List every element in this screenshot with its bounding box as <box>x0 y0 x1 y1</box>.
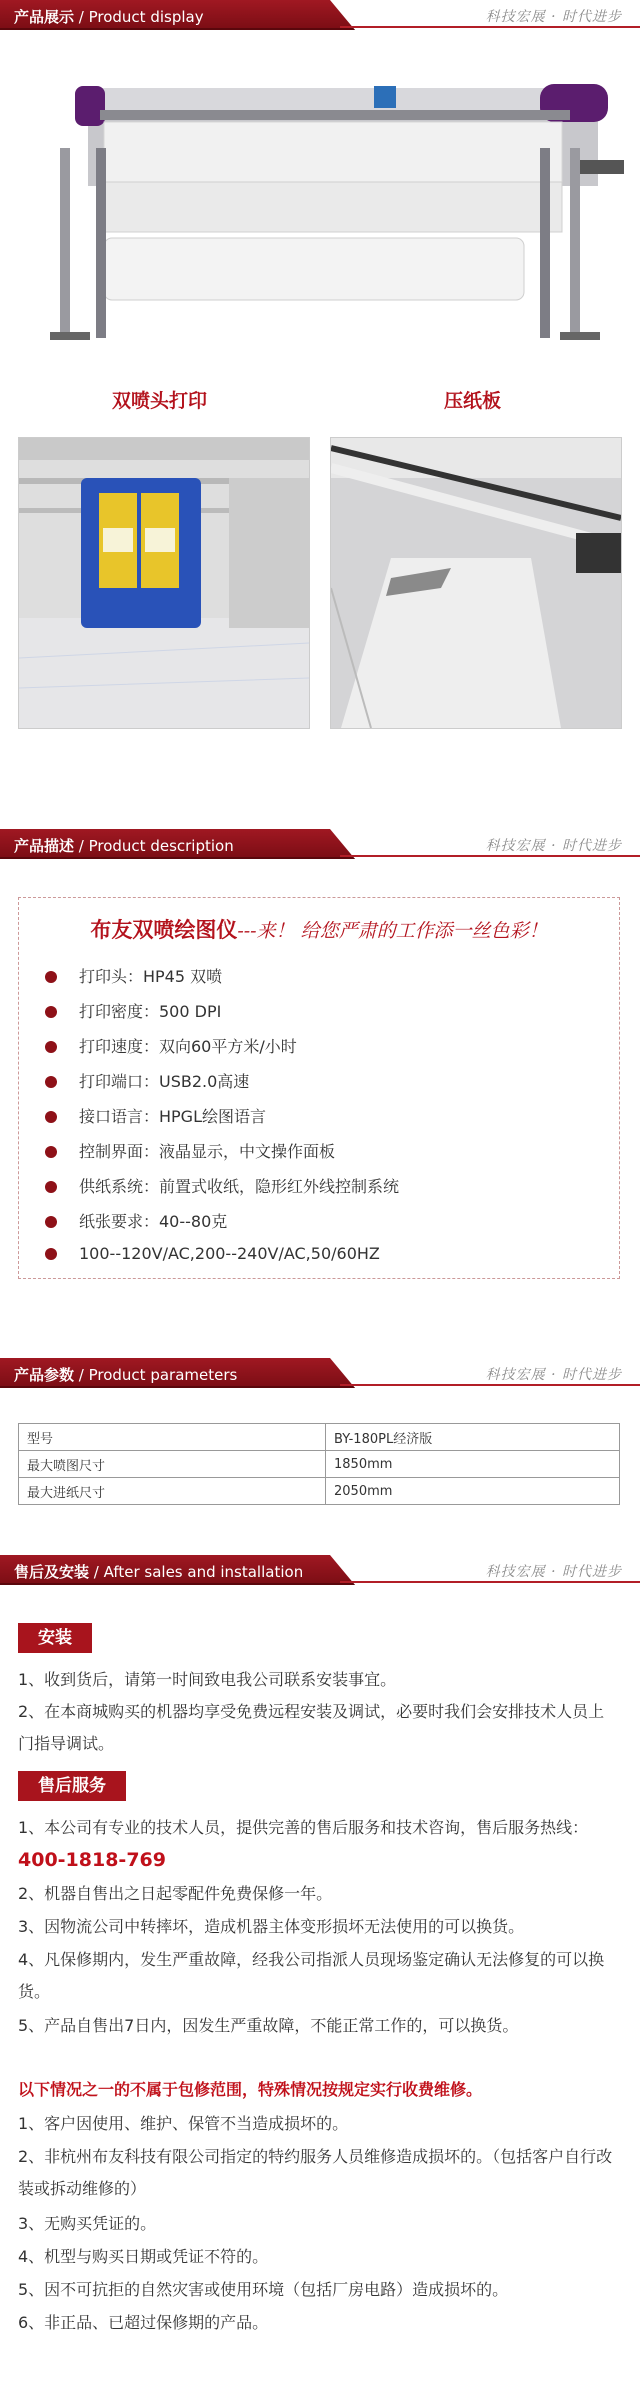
plotter-illustration <box>0 40 640 350</box>
section-title-cn: 产品参数 <box>14 1366 75 1384</box>
section-header-display: 产品展示 / Product display 科技宏展 · 时代进步 <box>0 0 640 30</box>
feature-item: 控制界面：液晶显示，中文操作面板 <box>45 1139 335 1162</box>
pressure-plate-photo <box>330 437 622 729</box>
feature-item: 100--120V/AC,200--240V/AC,50/60HZ <box>45 1244 380 1263</box>
description-box <box>18 897 620 1279</box>
plotter-photo <box>0 40 640 350</box>
exclusions-heading: 以下情况之一的不属于包修范围，特殊情况按规定实行收费维修。 <box>18 2080 483 2099</box>
service-tag: 售后服务 <box>18 1771 126 1801</box>
feature-item: 打印速度：双向60平方米/小时 <box>45 1034 297 1057</box>
section-title-cn: 售后及安装 <box>14 1563 90 1581</box>
exclusion-line: 2、非杭州布友科技有限公司指定的特约服务人员维修造成损坏的。（包括客户自行改装或拆动维修的） <box>18 2147 613 2198</box>
section-title-cn: 产品展示 <box>14 8 75 26</box>
slogan: 科技宏展 · 时代进步 <box>485 9 622 25</box>
slogan: 科技宏展 · 时代进步 <box>485 838 622 854</box>
hotline-number: 400-1818-769 <box>18 1849 166 1871</box>
print-head-illustration <box>19 438 309 728</box>
section-header-parameters: 产品参数 / Product parameters 科技宏展 · 时代进步 <box>0 1358 640 1388</box>
dual-head-photo <box>18 437 310 729</box>
feature-item: 打印密度：500 DPI <box>45 999 221 1022</box>
service-line: 3、因物流公司中转摔坏，造成机器主体变形损坏无法使用的可以换货。 <box>18 1917 525 1936</box>
exclusion-line: 3、无购买凭证的。 <box>18 2214 157 2233</box>
section-title-cn: 产品描述 <box>14 837 75 855</box>
section-title-en: Product description <box>88 837 234 855</box>
description-title: 布友双喷绘图仪---来！ 给您严肃的工作添一丝色彩！ <box>90 918 548 942</box>
service-line: 4、凡保修期内，发生严重故障，经我公司指派人员现场鉴定确认无法修复的可以换货。 <box>18 1950 605 2001</box>
table-row: 最大喷图尺寸 1850mm <box>19 1451 620 1478</box>
exclusion-line: 5、因不可抗拒的自然灾害或使用环境（包括厂房电路）造成损坏的。 <box>18 2280 509 2299</box>
section-title-en: Product display <box>88 8 204 26</box>
feature-item: 接口语言：HPGL绘图语言 <box>45 1104 266 1127</box>
feature-item: 供纸系统：前置式收纸，隐形红外线控制系统 <box>45 1174 399 1197</box>
section-title-en: After sales and installation <box>103 1563 304 1581</box>
service-line: 1、本公司有专业的技术人员，提供完善的售后服务和技术咨询，售后服务热线：400-1818-769 <box>18 1818 589 1871</box>
install-tag: 安装 <box>18 1623 92 1653</box>
exclusion-line: 4、机型与购买日期或凭证不符的。 <box>18 2247 269 2266</box>
table-row: 最大进纸尺寸 2050mm <box>19 1478 620 1505</box>
feature-item: 打印端口：USB2.0高速 <box>45 1069 249 1092</box>
section-header-description: 产品描述 / Product description 科技宏展 · 时代进步 <box>0 829 640 859</box>
install-line: 1、收到货后，请第一时间致电我公司联系安装事宜。 <box>18 1670 397 1689</box>
label-pressure-plate: 压纸板 <box>444 390 502 412</box>
exclusion-line: 1、客户因使用、维护、保管不当造成损坏的。 <box>18 2114 349 2133</box>
feature-item: 打印头：HP45 双喷 <box>45 964 222 987</box>
install-line: 2、在本商城购买的机器均享受免费远程安装及调试，必要时我们会安排技术人员上门指导调试。 <box>18 1702 605 1753</box>
feature-item: 纸张要求：40--80克 <box>45 1209 227 1232</box>
service-line: 5、产品自售出7日内，因发生严重故障，不能正常工作的，可以换货。 <box>18 2016 519 2035</box>
section-header-aftersales: 售后及安装 / After sales and installation 科技宏展 · 时代进步 <box>0 1555 640 1585</box>
service-line: 2、机器自售出之日起零配件免费保修一年。 <box>18 1884 333 1903</box>
exclusion-line: 6、非正品、已超过保修期的产品。 <box>18 2313 269 2332</box>
pressure-plate-illustration <box>331 438 621 728</box>
slogan: 科技宏展 · 时代进步 <box>485 1564 622 1580</box>
params-table <box>18 1423 620 1505</box>
section-title-en: Product parameters <box>88 1366 238 1384</box>
table-row: 型号 BY-180PL经济版 <box>19 1424 620 1451</box>
slogan: 科技宏展 · 时代进步 <box>485 1367 622 1383</box>
label-dual-head: 双喷头打印 <box>112 390 208 412</box>
